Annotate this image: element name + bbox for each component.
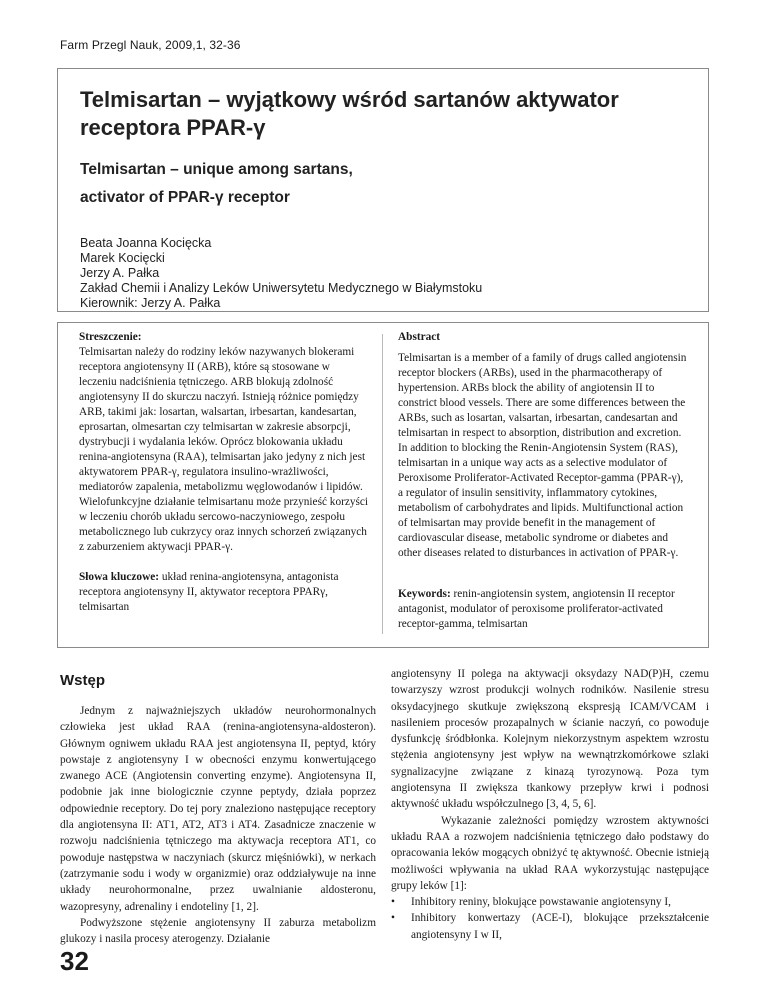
author-1: Beata Joanna Kocięcka [80, 236, 212, 250]
body-paragraph-4: Wykazanie zależności pomiędzy wzrostem aktywności układu RAA a rozwojem nadciśnienia tętniczego dało podstawy do opracowania leków mogących obniżyć tę aktywność. Obecnie istnieją możliwości wpływania na układ RAA wykorzystując następujące grupy leków [1]: [391, 814, 709, 892]
title-english-line-2: activator of PPAR-γ receptor [80, 189, 290, 206]
body-paragraph-3: angiotensyny II polega na aktywacji oksydazy NAD(P)H, czemu towarzyszy wzrost produkcji wolnych rodników. Nasilenie stresu oksydacyjnego skutkuje zwiększoną ekspresją ICAM/VCAM i nasileniem procesów prozapalnych w ścianie naczyń, co powoduje dysfunkcję śródbłonka. Kolejnym niekorzystnym aspektem wzrostu stężenia angiotensyny jest wpływ na wewnątrzkomórkowe szlaki sygnalizacyjne związane z kinazą tyrozynową. Poza tym angiotensyna II zwiększa tkankowy przepływ krwi i podnosi aktywność układu współczulnego [3, 4, 5, 6]. [391, 668, 709, 811]
keywords-english-text: renin-angiotensin system, angiotensin II receptor antagonist, modulator of peroxisome proliferator-activated receptor-gamma, telmisartan [398, 588, 675, 630]
abstract-column-divider [382, 334, 383, 634]
keywords-polish-label: Słowa kluczowe: [79, 571, 160, 583]
journal-reference: Farm Przegl Nauk, 2009,1, 32-36 [60, 38, 241, 52]
abstract-polish-text: Telmisartan należy do rodziny leków nazywanych blokerami receptora angiotensyny II (ARB), które są stosowane w leczeniu nadciśnienia tętniczego. ARB blokują zdolność angiotensyny II do skurczu naczyń. Istnieją różnice pomiędzy ARB, takimi jak: losartan, walsartan, irbesartan, kandesartan, eprosartan, olmesartan czy telmisartan w zakresie absorpcji, dystrybucji i wydalania leków. Oprócz blokowania układu renina-angiotensyna (RAA), telmisartan jako jedyny z nich jest aktywatorem PPAR-γ, regulatora insulino-wrażliwości, mediatorów zapalenia, metabolizmu węglowodanów i lipidów. Wielofunkcyjne działanie telmisartanu może przynieść korzyści w leczeniu chorób układu sercowo-naczyniowego, zespołu metabolicznego lub cukrzycy oraz innych schorzeń związanych z zaburzeniem aktywacji PPAR-γ. [79, 346, 369, 553]
head-of-department: Kierownik: Jerzy A. Pałka [80, 296, 221, 310]
keywords-polish-text: układ renina-angiotensyna, antagonista receptora angiotensyny II, aktywator receptora PPARγ, telmisartan [79, 571, 339, 613]
abstract-polish-heading: Streszczenie: [79, 331, 142, 343]
affiliation: Zakład Chemii i Analizy Leków Uniwersytetu Medycznego w Białymstoku [80, 281, 483, 295]
keywords-polish [79, 570, 369, 615]
title-polish-line-1: Telmisartan – wyjątkowy wśród sartanów aktywator [80, 87, 619, 112]
list-item: • Inhibitory reniny, blokujące powstawanie angiotensyny I, [391, 894, 709, 910]
abstract-polish [79, 330, 369, 555]
list-item: • Inhibitory konwertazy (ACE-I), blokujące przekształcenie angiotensyny I w II, [391, 910, 709, 943]
title-block [80, 86, 700, 311]
abstract-english [398, 330, 688, 561]
body-paragraph-1: Jednym z najważniejszych układów neurohormonalnych człowieka jest układ RAA (renina-angiotensyna-aldosteron). Głównym ogniwem układu RAA jest angiotensyna II, peptyd, który powstaje z angiotensyny I w obecności enzymu konwertującego zwanego ACE (Angiotensin converting enzyme). Angiotensyna II, podobnie jak inne biologicznie czynne peptydy, działa poprzez odpowiednie receptory. Do tej pory znaleziono następujące receptory dla angiotensyna II: AT1, AT2, AT3 i AT4. Zasadnicze znaczenie w rozwoju nadciśnienia tętniczego ma aktywacja receptora AT1, co powoduje następstwa w naczyniach (skurcz mięśniówki), w nerkach (zatrzymanie sodu i wody w organizmie) oraz oddziaływuje na inne układy neurohormonalne, przez uwalnianie aldosteronu, wazopresyny, adrenaliny i endoteliny [1, 2]. [60, 705, 376, 913]
abstract-english-text: Telmisartan is a member of a family of drugs called angiotensin receptor blockers (ARBs), used in the pharmacotherapy of hypertension. ARBs block the ability of angiotensin II to constrict blood vessels. There are some differences between the ARBs, such as losartan, valsartan, irbesartan, candesartan and telmisartan in respect to absorption, distribution and excretion. In addition to blocking the Renin-Angiotensin System (RAS), telmisartan in a unique way acts as a selective modulator of Peroxisome Proliferator-Activated Receptor-gamma (PPAR-γ), a regulator of insulin sensitivity, inflammatory cytokines, metabolism of carbohydrates and lipids. Multifunctional action of telmisartan may provide benefit in the management of cardiovascular disease, metabolic syndrome or diabetes and other diseases related to disturbances in activation of PPAR-γ. [398, 352, 687, 559]
abstract-english-heading: Abstract [398, 331, 441, 343]
author-3: Jerzy A. Pałka [80, 266, 160, 280]
section-heading-introduction: Wstęp [60, 672, 105, 689]
author-2: Marek Kocięcki [80, 251, 165, 265]
title-polish [80, 86, 700, 142]
drug-group-list [391, 894, 709, 943]
authors-block [80, 236, 700, 311]
page-number: 32 [60, 946, 89, 976]
title-english-line-1: Telmisartan – unique among sartans, [80, 161, 353, 178]
title-polish-line-2: receptora PPAR-γ [80, 115, 266, 140]
keywords-english [398, 587, 688, 632]
title-english [80, 156, 700, 212]
body-paragraph-2: Podwyższone stężenie angiotensyny II zaburza metabolizm glukozy i nasila procesy aterogenzy. Działanie [60, 916, 376, 946]
keywords-english-label: Keywords: [398, 588, 451, 600]
body-column-left [60, 666, 376, 947]
body-column-right [391, 666, 709, 943]
